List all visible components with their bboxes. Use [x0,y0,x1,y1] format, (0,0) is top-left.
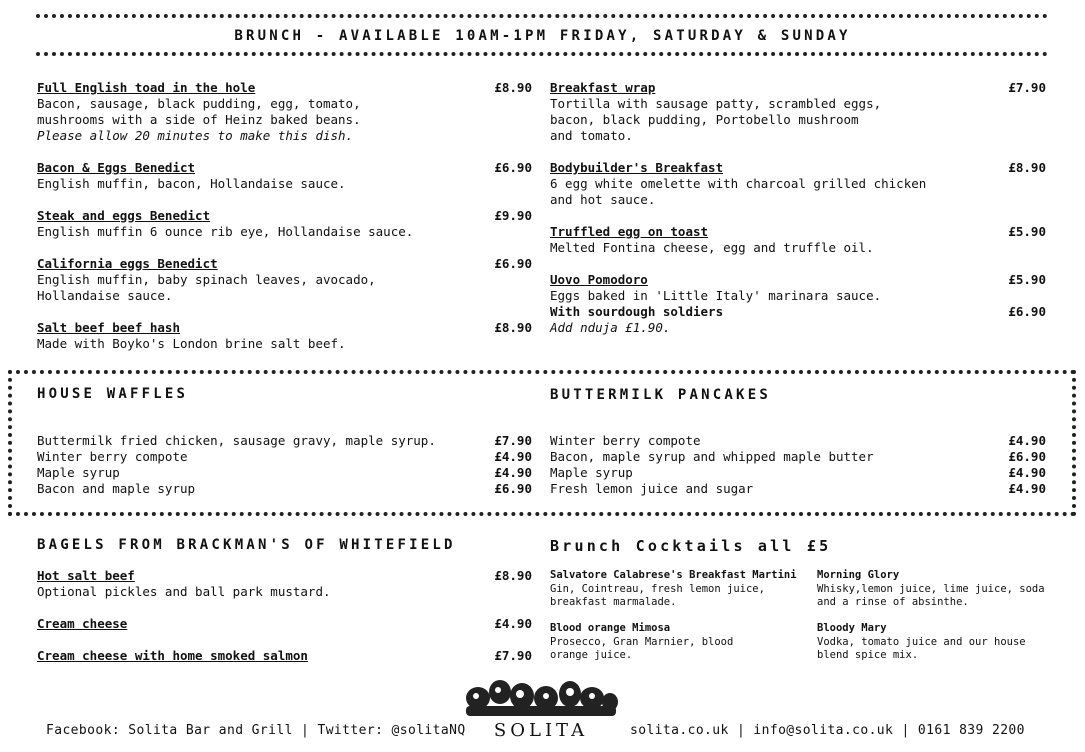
menu-item [37,160,346,192]
item-desc: Made with Boyko's London brine salt beef. [37,336,346,351]
item-price: £8.90 [494,568,532,583]
item-name: Uovo Pomodoro [550,272,648,287]
item-price: £8.90 [494,80,532,95]
item-desc: Tortilla with sausage patty, scrambled eggs, bacon, black pudding, Portobello mushroom and tomato. [550,96,882,143]
top-rule [36,14,1048,18]
item-note: Please allow 20 minutes to make this dish. [37,128,354,143]
waffle-item: Bacon and maple syrup [37,481,196,496]
solita-logo [462,676,620,746]
pancake-price: £4.90 [1008,433,1046,448]
waffle-item: Buttermilk fried chicken, sausage gravy, maple syrup. [37,433,436,448]
box-top [8,370,1076,374]
item-name: California eggs Benedict [37,256,218,271]
cocktail-name: Blood orange Mimosa [550,622,671,634]
waffle-item: Maple syrup [37,465,120,480]
cocktail-item [550,569,797,610]
waffle-item: Winter berry compote [37,449,188,464]
item-price: £5.90 [1008,272,1046,287]
item-name: Cream cheese [37,616,128,631]
item-price: £7.90 [494,648,532,663]
logo-text: SOLITA [493,720,589,741]
cocktail-item [817,622,1026,663]
cocktail-item [550,622,733,663]
bagel-item [37,648,308,664]
item-desc: 6 egg white omelette with charcoal grilled chicken and hot sauce. [550,176,927,207]
pancake-price: £4.90 [1008,481,1046,496]
item-extra-price: £6.90 [1008,304,1046,319]
item-extra: With sourdough soldiers [550,304,724,319]
menu-item [550,80,881,144]
pancake-item: Fresh lemon juice and sugar [550,481,754,496]
item-name: Bacon & Eggs Benedict [37,160,196,175]
logo-illustration-icon [462,676,620,720]
item-name: Breakfast wrap [550,80,656,95]
menu-item [550,272,881,336]
title-rule [36,52,1048,56]
item-desc: Eggs baked in 'Little Italy' marinara sauce. [550,288,882,303]
item-price: £4.90 [494,616,532,631]
item-desc: Optional pickles and ball park mustard. [37,584,331,599]
waffles-title: HOUSE WAFFLES [37,386,189,402]
item-desc: English muffin, bacon, Hollandaise sauce. [37,176,346,191]
item-desc: English muffin, baby spinach leaves, avocado, Hollandaise sauce. [37,272,376,303]
item-price: £9.90 [494,208,532,223]
bagel-item [37,616,127,632]
pancake-price: £6.90 [1008,449,1046,464]
menu-item [37,80,361,144]
cocktails-title: Brunch Cocktails all £5 [550,537,832,555]
pancake-item: Bacon, maple syrup and whipped maple butter [550,449,874,464]
menu-item [550,224,874,256]
item-price: £5.90 [1008,224,1046,239]
cocktail-name: Morning Glory [817,569,900,581]
pancake-item: Maple syrup [550,465,633,480]
menu-item [37,320,346,352]
cocktail-desc: Whisky,lemon juice, lime juice, soda and a rinse of absinthe. [817,582,1045,608]
item-name: Truffled egg on toast [550,224,709,239]
waffle-price: £4.90 [494,449,532,464]
waffle-price: £6.90 [494,481,532,496]
item-price: £6.90 [494,256,532,271]
item-name: Full English toad in the hole [37,80,256,95]
box-right [1072,370,1076,516]
item-price: £7.90 [1008,80,1046,95]
footer-social: Facebook: Solita Bar and Grill | Twitter: @solitaNQ [46,723,466,738]
item-name: Salt beef beef hash [37,320,180,335]
waffle-price: £7.90 [494,433,532,448]
item-name: Cream cheese with home smoked salmon [37,648,308,663]
pancakes-title: BUTTERMILK PANCAKES [550,387,771,403]
brunch-title: BRUNCH - AVAILABLE 10AM-1PM FRIDAY, SATURDAY & SUNDAY [234,28,851,44]
item-desc: English muffin 6 ounce rib eye, Hollandaise sauce. [37,224,414,239]
pancake-item: Winter berry compote [550,433,701,448]
pancake-price: £4.90 [1008,465,1046,480]
menu-item [550,160,926,208]
menu-item [37,208,413,240]
item-name: Steak and eggs Benedict [37,208,211,223]
cocktail-desc: Prosecco, Gran Marnier, blood orange juice. [550,635,734,661]
item-price: £6.90 [494,160,532,175]
item-name: Hot salt beef [37,568,135,583]
menu-item [37,256,376,304]
box-left [8,370,12,516]
box-bottom [8,512,1076,516]
bagels-title: BAGELS FROM BRACKMAN'S OF WHITEFIELD [37,537,456,553]
item-name: Bodybuilder's Breakfast [550,160,724,175]
item-price: £8.90 [494,320,532,335]
cocktail-name: Bloody Mary [817,622,887,634]
item-desc: Melted Fontina cheese, egg and truffle oil. [550,240,874,255]
bagel-item [37,568,331,600]
cocktail-item [817,569,1045,610]
cocktail-name: Salvatore Calabrese's Breakfast Martini [550,569,797,581]
footer-contact: solita.co.uk | info@solita.co.uk | 0161 839 2200 [630,723,1025,738]
item-desc: Bacon, sausage, black pudding, egg, tomato, mushrooms with a side of Heinz baked beans. [37,96,361,127]
waffle-price: £4.90 [494,465,532,480]
item-note: Add nduja £1.90. [550,320,671,335]
cocktail-desc: Gin, Cointreau, fresh lemon juice, breakfast marmalade. [550,582,765,608]
cocktail-desc: Vodka, tomato juice and our house blend spice mix. [817,635,1026,661]
item-price: £8.90 [1008,160,1046,175]
